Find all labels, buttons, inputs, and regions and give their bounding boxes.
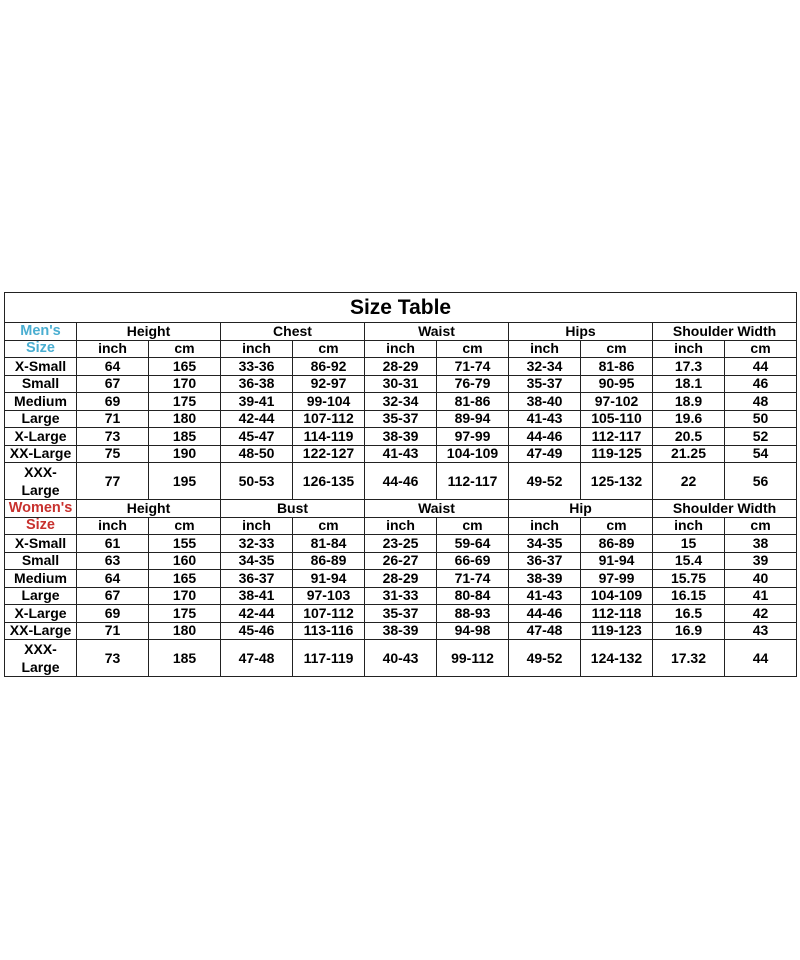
table-cell: 69 xyxy=(77,393,149,411)
table-cell: 125-132 xyxy=(581,463,653,500)
table-cell: 54 xyxy=(725,445,797,463)
table-cell: 38 xyxy=(725,535,797,553)
table-cell: 49-52 xyxy=(509,640,581,677)
table-cell: 117-119 xyxy=(293,640,365,677)
table-cell: 45-47 xyxy=(221,428,293,446)
table-row xyxy=(5,393,797,411)
table-row xyxy=(5,428,797,446)
table-cell: 47-49 xyxy=(509,445,581,463)
table-cell: 119-123 xyxy=(581,622,653,640)
table-row xyxy=(5,535,797,553)
table-row xyxy=(5,622,797,640)
table-cell: 92-97 xyxy=(293,375,365,393)
table-cell: 71 xyxy=(77,622,149,640)
table-cell: 155 xyxy=(149,535,221,553)
table-row xyxy=(5,410,797,428)
table-title: Size Table xyxy=(5,293,797,323)
men-group-header: Shoulder Width xyxy=(653,323,797,341)
table-cell: 81-84 xyxy=(293,535,365,553)
table-cell: 34-35 xyxy=(221,552,293,570)
table-row xyxy=(5,640,797,677)
table-row xyxy=(5,552,797,570)
unit-inch: inch xyxy=(77,340,149,358)
table-cell: 61 xyxy=(77,535,149,553)
size-name: X-Large xyxy=(5,428,77,446)
women-group-header-row xyxy=(5,500,797,518)
table-cell: 42-44 xyxy=(221,410,293,428)
table-cell: 71 xyxy=(77,410,149,428)
table-cell: 41-43 xyxy=(509,587,581,605)
table-cell: 30-31 xyxy=(365,375,437,393)
table-cell: 41 xyxy=(725,587,797,605)
table-cell: 71-74 xyxy=(437,570,509,588)
table-cell: 112-117 xyxy=(581,428,653,446)
women-group-header: Hip xyxy=(509,500,653,518)
unit-cm: cm xyxy=(581,340,653,358)
table-cell: 40-43 xyxy=(365,640,437,677)
unit-cm: cm xyxy=(149,517,221,535)
table-cell: 97-102 xyxy=(581,393,653,411)
table-cell: 94-98 xyxy=(437,622,509,640)
size-name: XX-Large xyxy=(5,445,77,463)
women-size-label-line2: Size xyxy=(5,517,77,535)
table-cell: 32-34 xyxy=(365,393,437,411)
size-name: Medium xyxy=(5,570,77,588)
table-cell: 46 xyxy=(725,375,797,393)
table-cell: 49-52 xyxy=(509,463,581,500)
table-cell: 39 xyxy=(725,552,797,570)
women-size-label-line1: Women's xyxy=(5,500,77,518)
table-cell: 52 xyxy=(725,428,797,446)
table-cell: 114-119 xyxy=(293,428,365,446)
unit-inch: inch xyxy=(509,517,581,535)
table-cell: 15.75 xyxy=(653,570,725,588)
table-row xyxy=(5,587,797,605)
table-cell: 112-117 xyxy=(437,463,509,500)
table-cell: 180 xyxy=(149,622,221,640)
table-cell: 32-34 xyxy=(509,358,581,376)
men-group-header-row xyxy=(5,323,797,341)
title-row xyxy=(5,293,797,323)
table-cell: 42-44 xyxy=(221,605,293,623)
unit-inch: inch xyxy=(365,517,437,535)
table-cell: 175 xyxy=(149,393,221,411)
table-cell: 38-39 xyxy=(365,622,437,640)
size-table xyxy=(4,292,797,677)
table-cell: 63 xyxy=(77,552,149,570)
size-name: X-Small xyxy=(5,535,77,553)
table-cell: 38-39 xyxy=(365,428,437,446)
table-cell: 35-37 xyxy=(509,375,581,393)
size-name: Small xyxy=(5,375,77,393)
table-cell: 73 xyxy=(77,428,149,446)
table-cell: 44 xyxy=(725,358,797,376)
table-cell: 22 xyxy=(653,463,725,500)
unit-cm: cm xyxy=(437,517,509,535)
table-cell: 59-64 xyxy=(437,535,509,553)
table-cell: 20.5 xyxy=(653,428,725,446)
table-cell: 126-135 xyxy=(293,463,365,500)
unit-cm: cm xyxy=(437,340,509,358)
table-cell: 165 xyxy=(149,358,221,376)
table-cell: 86-92 xyxy=(293,358,365,376)
table-cell: 16.5 xyxy=(653,605,725,623)
men-unit-row xyxy=(5,340,797,358)
table-cell: 67 xyxy=(77,375,149,393)
table-cell: 71-74 xyxy=(437,358,509,376)
size-name: X-Large xyxy=(5,605,77,623)
table-row xyxy=(5,375,797,393)
table-cell: 44-46 xyxy=(509,428,581,446)
table-cell: 81-86 xyxy=(581,358,653,376)
table-cell: 195 xyxy=(149,463,221,500)
table-cell: 105-110 xyxy=(581,410,653,428)
table-cell: 48 xyxy=(725,393,797,411)
men-group-header: Hips xyxy=(509,323,653,341)
table-cell: 113-116 xyxy=(293,622,365,640)
table-cell: 66-69 xyxy=(437,552,509,570)
table-cell: 43 xyxy=(725,622,797,640)
table-cell: 38-40 xyxy=(509,393,581,411)
size-name: Large xyxy=(5,410,77,428)
table-cell: 35-37 xyxy=(365,605,437,623)
table-cell: 69 xyxy=(77,605,149,623)
table-cell: 18.9 xyxy=(653,393,725,411)
table-cell: 80-84 xyxy=(437,587,509,605)
table-cell: 21.25 xyxy=(653,445,725,463)
unit-cm: cm xyxy=(293,517,365,535)
table-cell: 170 xyxy=(149,375,221,393)
table-cell: 34-35 xyxy=(509,535,581,553)
table-cell: 56 xyxy=(725,463,797,500)
women-group-header: Bust xyxy=(221,500,365,518)
table-cell: 175 xyxy=(149,605,221,623)
table-cell: 18.1 xyxy=(653,375,725,393)
table-cell: 81-86 xyxy=(437,393,509,411)
men-size-label-line1: Men's xyxy=(5,323,77,341)
size-name: X-Small xyxy=(5,358,77,376)
table-cell: 44 xyxy=(725,640,797,677)
table-cell: 160 xyxy=(149,552,221,570)
table-cell: 180 xyxy=(149,410,221,428)
table-cell: 107-112 xyxy=(293,605,365,623)
table-row xyxy=(5,463,797,500)
unit-cm: cm xyxy=(149,340,221,358)
table-cell: 64 xyxy=(77,358,149,376)
size-name: XX-Large xyxy=(5,622,77,640)
table-cell: 19.6 xyxy=(653,410,725,428)
men-group-header: Height xyxy=(77,323,221,341)
size-name: XXX- Large xyxy=(5,640,77,677)
size-name: Large xyxy=(5,587,77,605)
table-cell: 89-94 xyxy=(437,410,509,428)
women-group-header: Waist xyxy=(365,500,509,518)
table-cell: 44-46 xyxy=(365,463,437,500)
size-name: Medium xyxy=(5,393,77,411)
table-cell: 36-37 xyxy=(221,570,293,588)
women-group-header: Height xyxy=(77,500,221,518)
table-cell: 50-53 xyxy=(221,463,293,500)
table-cell: 99-104 xyxy=(293,393,365,411)
table-cell: 39-41 xyxy=(221,393,293,411)
unit-inch: inch xyxy=(77,517,149,535)
table-cell: 15.4 xyxy=(653,552,725,570)
table-cell: 97-99 xyxy=(437,428,509,446)
unit-cm: cm xyxy=(725,340,797,358)
table-cell: 91-94 xyxy=(581,552,653,570)
table-cell: 185 xyxy=(149,640,221,677)
table-cell: 28-29 xyxy=(365,570,437,588)
table-cell: 91-94 xyxy=(293,570,365,588)
table-cell: 119-125 xyxy=(581,445,653,463)
table-cell: 45-46 xyxy=(221,622,293,640)
size-name: Small xyxy=(5,552,77,570)
table-cell: 67 xyxy=(77,587,149,605)
table-cell: 64 xyxy=(77,570,149,588)
table-cell: 41-43 xyxy=(509,410,581,428)
table-row xyxy=(5,605,797,623)
table-cell: 17.3 xyxy=(653,358,725,376)
table-cell: 76-79 xyxy=(437,375,509,393)
unit-cm: cm xyxy=(293,340,365,358)
table-cell: 16.9 xyxy=(653,622,725,640)
table-cell: 165 xyxy=(149,570,221,588)
table-cell: 190 xyxy=(149,445,221,463)
table-cell: 28-29 xyxy=(365,358,437,376)
table-cell: 185 xyxy=(149,428,221,446)
table-cell: 36-37 xyxy=(509,552,581,570)
size-name: XXX- Large xyxy=(5,463,77,500)
table-cell: 16.15 xyxy=(653,587,725,605)
table-cell: 88-93 xyxy=(437,605,509,623)
table-cell: 40 xyxy=(725,570,797,588)
table-cell: 47-48 xyxy=(509,622,581,640)
unit-inch: inch xyxy=(653,340,725,358)
table-cell: 90-95 xyxy=(581,375,653,393)
table-cell: 77 xyxy=(77,463,149,500)
table-row xyxy=(5,445,797,463)
table-cell: 31-33 xyxy=(365,587,437,605)
table-cell: 26-27 xyxy=(365,552,437,570)
men-group-header: Waist xyxy=(365,323,509,341)
table-cell: 38-41 xyxy=(221,587,293,605)
men-size-label-line2: Size xyxy=(5,340,77,358)
table-cell: 104-109 xyxy=(437,445,509,463)
table-cell: 47-48 xyxy=(221,640,293,677)
table-cell: 99-112 xyxy=(437,640,509,677)
unit-inch: inch xyxy=(653,517,725,535)
table-cell: 86-89 xyxy=(293,552,365,570)
unit-cm: cm xyxy=(725,517,797,535)
table-cell: 104-109 xyxy=(581,587,653,605)
table-cell: 97-103 xyxy=(293,587,365,605)
table-cell: 23-25 xyxy=(365,535,437,553)
table-cell: 170 xyxy=(149,587,221,605)
table-cell: 75 xyxy=(77,445,149,463)
table-cell: 73 xyxy=(77,640,149,677)
unit-inch: inch xyxy=(221,517,293,535)
table-body xyxy=(5,293,797,677)
men-group-header: Chest xyxy=(221,323,365,341)
table-cell: 50 xyxy=(725,410,797,428)
table-cell: 97-99 xyxy=(581,570,653,588)
table-cell: 48-50 xyxy=(221,445,293,463)
table-cell: 33-36 xyxy=(221,358,293,376)
table-cell: 32-33 xyxy=(221,535,293,553)
unit-cm: cm xyxy=(581,517,653,535)
unit-inch: inch xyxy=(221,340,293,358)
table-row xyxy=(5,358,797,376)
table-cell: 86-89 xyxy=(581,535,653,553)
women-group-header: Shoulder Width xyxy=(653,500,797,518)
table-cell: 107-112 xyxy=(293,410,365,428)
unit-inch: inch xyxy=(365,340,437,358)
table-cell: 124-132 xyxy=(581,640,653,677)
table-cell: 122-127 xyxy=(293,445,365,463)
table-cell: 36-38 xyxy=(221,375,293,393)
table-cell: 17.32 xyxy=(653,640,725,677)
table-cell: 35-37 xyxy=(365,410,437,428)
table-cell: 38-39 xyxy=(509,570,581,588)
table-cell: 15 xyxy=(653,535,725,553)
table-cell: 41-43 xyxy=(365,445,437,463)
table-cell: 112-118 xyxy=(581,605,653,623)
table-row xyxy=(5,570,797,588)
table-cell: 44-46 xyxy=(509,605,581,623)
women-unit-row xyxy=(5,517,797,535)
unit-inch: inch xyxy=(509,340,581,358)
table-cell: 42 xyxy=(725,605,797,623)
